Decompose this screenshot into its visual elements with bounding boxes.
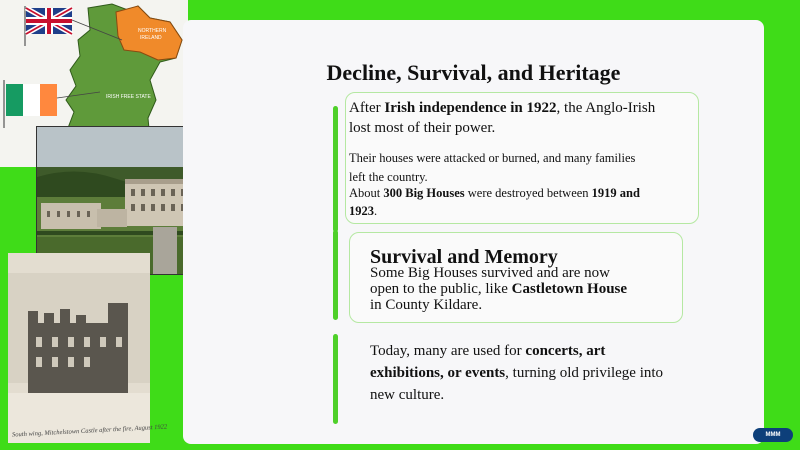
photo-caption: South wing, Mitchelstown Castle after the fire, August 1922 — [11, 423, 168, 439]
block3-line2: exhibitions, or events, turning old privilege into — [370, 365, 664, 381]
accent-bar-2 — [333, 230, 338, 320]
block1-line1: After Irish independence in 1922, the Anglo-Irish — [349, 100, 656, 116]
label-ireland: IRELAND — [140, 35, 162, 41]
mitchelstown-castle-photo — [8, 253, 168, 443]
block2-line2: open to the public, like Castletown House — [370, 281, 628, 297]
content-panel — [183, 20, 764, 444]
slide-title: Decline, Survival, and Heritage — [326, 60, 621, 85]
block1-line4: left the country. — [349, 170, 428, 184]
block2-line1: Some Big Houses survived and are now — [370, 265, 610, 281]
block2-line3: in County Kildare. — [370, 297, 483, 313]
label-northern: NORTHERN — [138, 28, 167, 34]
block3-line3: new culture. — [370, 387, 445, 403]
block3-line1: Today, many are used for concerts, art — [370, 343, 606, 359]
accent-bar-1 — [333, 106, 338, 232]
block1-line6: 1923. — [349, 204, 378, 218]
survival-heading: Survival and Memory — [370, 246, 558, 268]
label-free-state: IRISH FREE STATE — [106, 94, 151, 100]
brand-logo: MMM — [753, 428, 793, 442]
block1-line3: Their houses were attacked or burned, and many families — [349, 151, 636, 165]
block1-line2: lost most of their power. — [349, 120, 496, 136]
accent-bar-3 — [333, 334, 338, 424]
block1-line5: About 300 Big Houses were destroyed between 1919 and — [349, 186, 640, 200]
